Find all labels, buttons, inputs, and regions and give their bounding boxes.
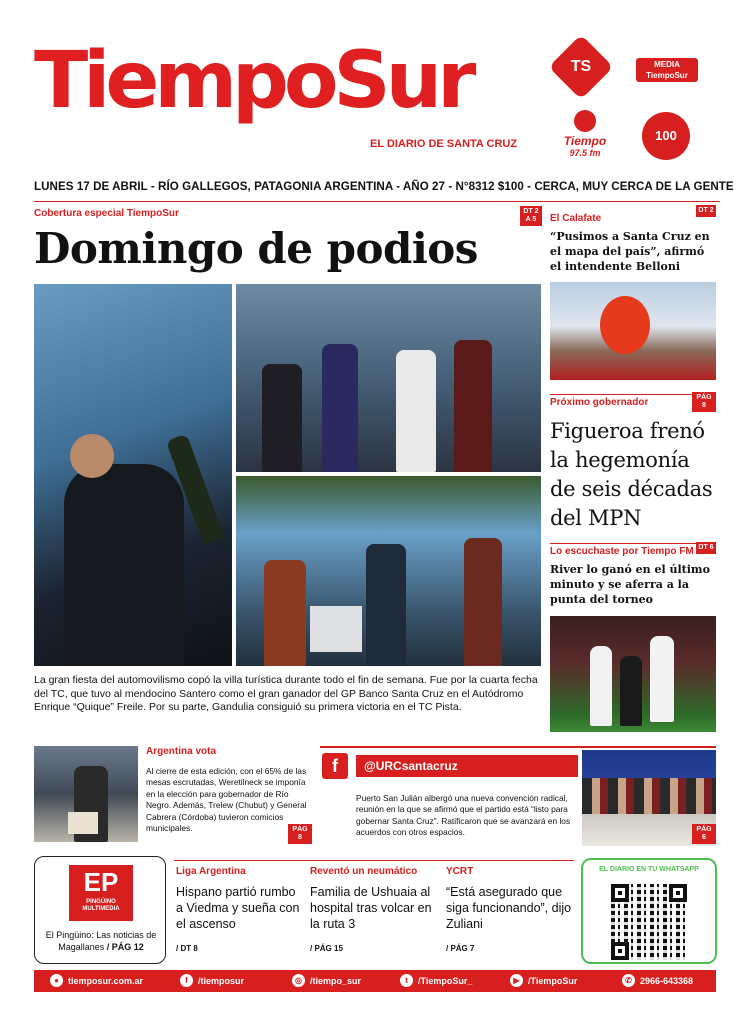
social-handle[interactable]: @URCsantacruz [356, 755, 578, 777]
globe-icon: ● [50, 974, 63, 987]
trophy-photo [236, 476, 541, 666]
footer-web[interactable]: ● tiemposur.com.ar [50, 974, 143, 987]
sidebar-1-section: El Calafate [550, 213, 602, 224]
sidebar-1-tag[interactable]: DT 2 [696, 205, 716, 217]
lead-kicker: Cobertura especial TiempoSur [34, 208, 179, 219]
instagram-icon: ◎ [292, 974, 305, 987]
footer-phone[interactable]: ✆ 2966-643368 [622, 974, 693, 987]
facebook-icon[interactable]: f [322, 753, 348, 779]
story-ycrt[interactable]: YCRT “Está asegurado que siga funcionando”, dijo Zuliani [446, 866, 572, 931]
mascot-photo [550, 282, 716, 380]
football-photo [550, 616, 716, 732]
footer-facebook[interactable]: f /tiemposur [180, 974, 244, 987]
podium-photo [236, 284, 541, 472]
facebook-icon: f [180, 974, 193, 987]
footer-twitter[interactable]: t /TiempoSur_ [400, 974, 472, 987]
vote-section: Argentina vota [146, 746, 217, 757]
whatsapp-label: EL DIARIO EN TU WHATSAPP [599, 866, 699, 873]
story-neumatico-page[interactable]: / PÁG 15 [310, 944, 343, 953]
footer-youtube[interactable]: ▶ /TiempoSur [510, 974, 577, 987]
ep-promo-box[interactable] [34, 856, 166, 964]
story-liga[interactable]: Liga Argentina Hispano partió rumbo a Viedma y sueña con el ascenso [176, 866, 300, 931]
vote-body: Al cierre de esta edición, con el 65% de las mesas escrutadas, Weretilneck se imponía en la elección para gobernador de Río Negro. Además, Trelew (Chubut) y General Cabrera (Córdoba) tuvieron comicios municipales. [146, 766, 307, 834]
footer-instagram[interactable]: ◎ /tiempo_sur [292, 974, 361, 987]
vote-photo [34, 746, 138, 842]
media-badge[interactable]: MEDIA TiempoSur [636, 58, 698, 82]
newspaper-logo[interactable]: TiempoSur [34, 36, 472, 126]
sidebar-3-headline[interactable]: River lo ganó en el último minuto y se aferra a la punta del torneo [550, 563, 710, 606]
circle-badge[interactable]: 100 [642, 112, 690, 160]
sidebar-1-headline[interactable]: “Pusimos a Santa Cruz en el mapa del país”, afirmó el intendente Belloni [550, 230, 710, 273]
radio-logo[interactable]: Tiempo 97.5 fm [560, 110, 610, 158]
sidebar-3-section: Lo escuchaste por Tiempo FM [550, 546, 694, 557]
ep-logo: EP PINGÜINO MULTIMEDIA [69, 865, 133, 921]
social-body: Puerto San Julián albergó una nueva convención radical, reunión en la que se afirmó que el partido está “listo para gobernar Santa Cruz”. Ratificaron que se avanzará en los acuerdos con otros espacios. [356, 793, 571, 838]
lead-page-tag[interactable]: DT 2 A 5 [520, 206, 542, 226]
ts-badge-icon[interactable]: TS [548, 34, 613, 99]
tagline: EL DIARIO DE SANTA CRUZ [370, 138, 518, 150]
story-neumatico[interactable]: Reventó un neumático Familia de Ushuaia al hospital tras volcar en la ruta 3 [310, 866, 432, 931]
story-ycrt-page[interactable]: / PÁG 7 [446, 944, 475, 953]
sidebar-2-headline[interactable]: Figueroa frenó la hegemonía de seis décadas del MPN [550, 419, 713, 530]
footer-bar [34, 970, 716, 992]
story-liga-page[interactable]: / DT 8 [176, 944, 198, 953]
social-tag[interactable]: PÁG 6 [692, 824, 716, 844]
twitter-icon: t [400, 974, 413, 987]
sidebar-2-tag[interactable]: PÁG 8 [692, 392, 716, 412]
ep-promo-text: El Pingüino: Las noticias de Magallanes / PÁG 12 [45, 930, 157, 952]
sidebar-2-section: Próximo gobernador [550, 397, 649, 408]
lead-body: La gran fiesta del automovilismo copó la villa turística durante todo el fin de semana. Fue por la cuarta fecha del TC, que tuvo al mendocino Santero como el gran ganador del GP Banco Santa Cruz en el Autódromo Enrique “Quique” Freile. Por su parte, Gandulia consiguió su primera victoria en el TC Pista. [34, 674, 538, 714]
vote-tag[interactable]: PÁG 8 [288, 824, 312, 844]
lead-headline[interactable]: Domingo de podios [34, 224, 478, 273]
champagne-photo [34, 284, 232, 666]
radio-icon [574, 110, 596, 132]
youtube-icon: ▶ [510, 974, 523, 987]
whatsapp-icon: ✆ [622, 974, 635, 987]
whatsapp-box[interactable] [581, 858, 717, 964]
sidebar-3-tag[interactable]: DT 6 [696, 542, 716, 554]
dateline: LUNES 17 DE ABRIL - RÍO GALLEGOS, PATAGONIA ARGENTINA - AÑO 27 - N°8312 $100 - CERCA, MUY CERCA DE LA GENTE [34, 180, 720, 202]
